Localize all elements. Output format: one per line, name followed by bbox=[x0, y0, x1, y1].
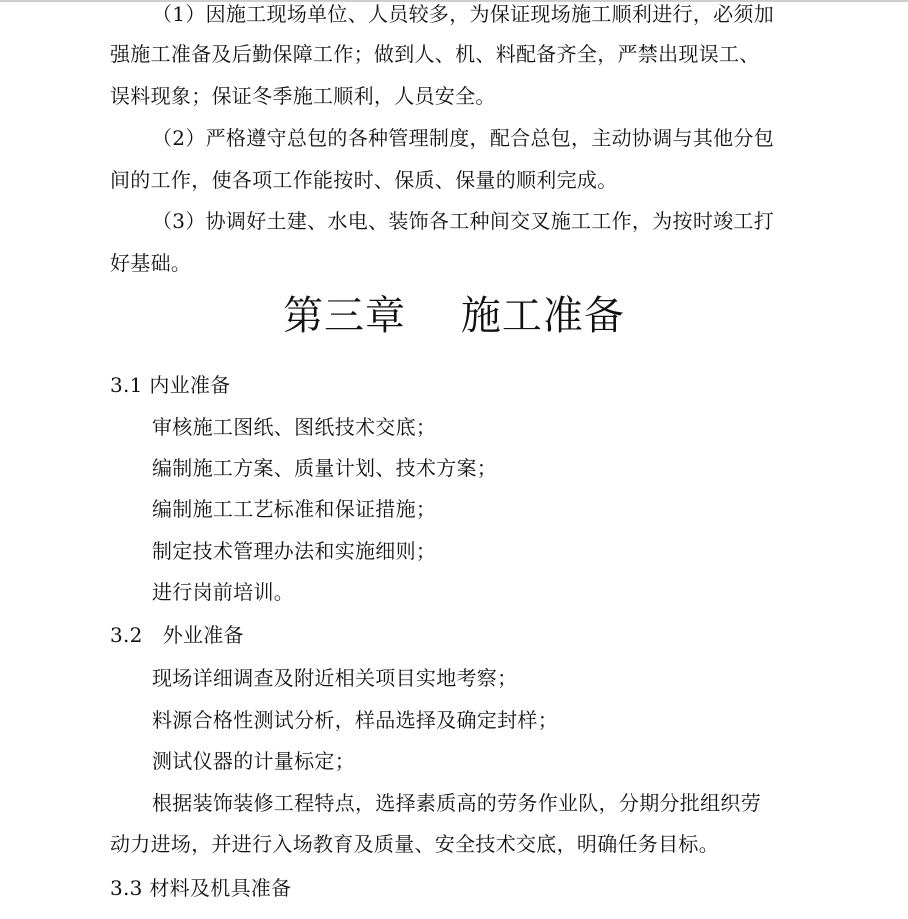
paragraph-3-line-1: （3）协调好土建、水电、装饰各工种间交叉施工工作，为按时竣工打 bbox=[152, 209, 775, 233]
chapter-title: 第三章 施工准备 bbox=[283, 293, 625, 339]
section-3-2-item-1: 现场详细调查及附近相关项目实地考察； bbox=[152, 666, 518, 690]
section-3-1-item-4: 制定技术管理办法和实施细则； bbox=[152, 539, 437, 563]
section-3-1-item-1: 审核施工图纸、图纸技术交底； bbox=[152, 415, 437, 439]
section-3-2-item-2: 料源合格性测试分析，样品选择及确定封样； bbox=[152, 708, 558, 732]
section-3-1-item-2: 编制施工方案、质量计划、技术方案； bbox=[152, 456, 498, 480]
paragraph-3-line-2: 好基础。 bbox=[110, 251, 192, 275]
section-3-2-item-4-line-1: 根据装饰装修工程特点，选择素质高的劳务作业队，分期分批组织劳 bbox=[152, 791, 761, 815]
section-3-2-item-4-line-2: 动力进场，并进行入场教育及质量、安全技术交底，明确任务目标。 bbox=[110, 832, 719, 856]
section-heading-3-1: 3.1 内业准备 bbox=[110, 373, 231, 397]
paragraph-1-line-2: 强施工准备及后勤保障工作；做到人、机、料配备齐全，严禁出现误工、 bbox=[110, 42, 760, 66]
section-3-1-item-3: 编制施工工艺标准和保证措施； bbox=[152, 497, 437, 521]
paragraph-1-line-3: 误料现象；保证冬季施工顺利，人员安全。 bbox=[110, 84, 496, 108]
paragraph-2-line-2: 间的工作，使各项工作能按时、保质、保量的顺利完成。 bbox=[110, 168, 618, 192]
paragraph-1-line-1: （1）因施工现场单位、人员较多，为保证现场施工顺利进行，必须加 bbox=[152, 2, 775, 26]
paragraph-2-line-1: （2）严格遵守总包的各种管理制度，配合总包，主动协调与其他分包 bbox=[152, 126, 775, 150]
section-heading-3-2: 3.2 外业准备 bbox=[110, 623, 244, 647]
section-heading-3-3: 3.3 材料及机具准备 bbox=[110, 876, 292, 900]
section-3-2-item-3: 测试仪器的计量标定； bbox=[152, 749, 355, 773]
section-3-1-item-5: 进行岗前培训。 bbox=[152, 580, 295, 604]
